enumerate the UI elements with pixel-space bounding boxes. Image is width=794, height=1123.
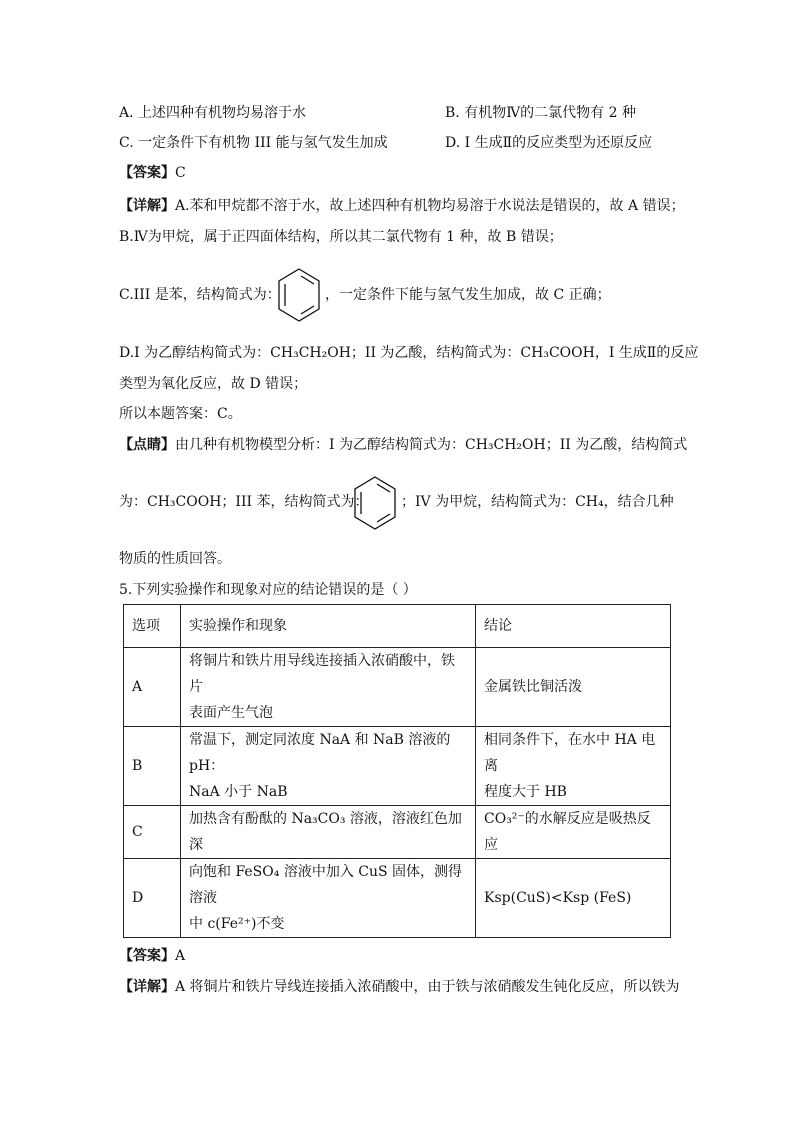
table-row — [124, 806, 671, 859]
row-operation: 常温下，测定同浓度 NaA 和 NaB 溶液的 pH： NaA 小于 NaB — [181, 727, 476, 806]
answer-value: C — [175, 165, 186, 181]
row-operation: 加热含有酚酞的 Na₃CO₃ 溶液，溶液红色加深 — [181, 806, 476, 859]
q5-answer-value: A — [175, 948, 186, 964]
q5-answer-label: 【答案】 — [119, 948, 175, 964]
note-line-2-before: 为：CH₃COOH；III 苯，结构简式为： — [119, 494, 369, 510]
row-conclusion: 相同条件下，在水中 HA 电离 程度大于 HB — [476, 727, 671, 806]
detail-line-2: B.Ⅳ为甲烷，属于正四面体结构，所以其二氯代物有 1 种，故 B 错误； — [119, 229, 563, 245]
row-operation: 向饱和 FeSO₄ 溶液中加入 CuS 固体，测得溶液 中 c(Fe²⁺)不变 — [181, 859, 476, 938]
note-line-3: 物质的性质回答。 — [119, 551, 231, 567]
row-option: C — [124, 806, 181, 859]
summary-line: 所以本题答案：C。 — [119, 406, 242, 422]
option-c: C. 一定条件下有机物 III 能与氢气发生加成 — [119, 135, 388, 151]
row-option: B — [124, 727, 181, 806]
row-option: A — [124, 648, 181, 727]
table-row — [124, 859, 671, 938]
detail-c-after: ，一定条件下能与氢气发生加成，故 C 正确； — [325, 287, 611, 303]
answer-label: 【答案】 — [119, 165, 175, 181]
row-option: D — [124, 859, 181, 938]
q5-answer-line — [119, 946, 185, 966]
table-row — [124, 727, 671, 806]
table-row — [124, 648, 671, 727]
detail-c-before: C.III 是苯，结构简式为： — [119, 287, 281, 303]
detail-d-line-1: D.I 为乙醇结构简式为：CH₃CH₂OH；II 为乙酸，结构简式为：CH₃COOH，I 生成Ⅱ的反应 — [119, 345, 699, 361]
option-d: D. I 生成Ⅱ的反应类型为还原反应 — [445, 135, 653, 151]
q5-detail-line-1: 【详解】A 将铜片和铁片导线连接插入浓硝酸中，由于铁与浓硝酸发生钝化反应，所以铁为 — [119, 979, 680, 995]
note-line-1: 【点睛】由几种有机物模型分析：I 为乙醇结构简式为：CH₃CH₂OH；II 为乙酸，结构简式 — [119, 437, 688, 453]
header-conclusion: 结论 — [476, 605, 671, 648]
row-operation: 将铜片和铁片用导线连接插入浓硝酸中，铁片 表面产生气泡 — [181, 648, 476, 727]
row-conclusion: Ksp(CuS)<Ksp (FeS) — [476, 859, 671, 938]
answer-line — [119, 163, 186, 183]
q5-detail-label: 【详解】 — [119, 979, 175, 995]
row-conclusion: CO₃²⁻的水解反应是吸热反应 — [476, 806, 671, 859]
detail-line-1: 【详解】A.苯和甲烷都不溶于水，故上述四种有机物均易溶于水说法是错误的，故 A 错误； — [119, 198, 685, 214]
benzene-structure-1 — [275, 266, 323, 324]
question-5: 5.下列实验操作和现象对应的结论错误的是（ ） — [119, 582, 417, 598]
option-b: B. 有机物Ⅳ的二氯代物有 2 种 — [445, 105, 636, 121]
benzene-structure-2 — [351, 474, 399, 532]
experiment-table — [123, 604, 671, 938]
table-header-row — [124, 605, 671, 648]
header-option: 选项 — [124, 605, 181, 648]
note-label: 【点睛】 — [119, 437, 175, 453]
detail-d-line-2: 类型为氧化反应，故 D 错误； — [119, 376, 308, 392]
row-conclusion: 金属铁比铜活泼 — [476, 648, 671, 727]
note-line-2-after: ；IV 为甲烷，结构简式为：CH₄，结合几种 — [401, 494, 674, 510]
detail-label: 【详解】 — [119, 198, 175, 214]
header-operation: 实验操作和现象 — [181, 605, 476, 648]
option-a: A. 上述四种有机物均易溶于水 — [119, 105, 307, 121]
